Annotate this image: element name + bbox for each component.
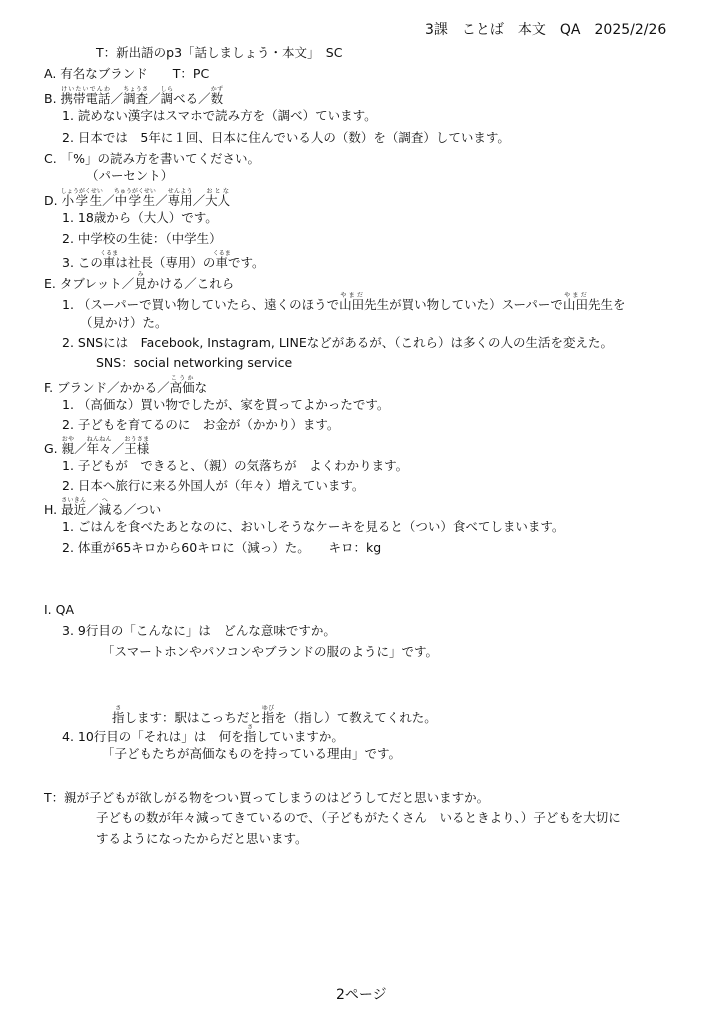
teacher-question: T：親が子どもが欲しがる物をつい買ってしまうのはどうしてだと思いますか。 [44, 790, 490, 805]
vocab-chousa: 調査ちょうさ [123, 86, 149, 106]
page-title: 3課 ことば 本文 QA 2025/2/26 [425, 22, 667, 38]
section-g-item-1: 1. 子どもが できると、（親）の気落ちが よくわかります。 [62, 458, 409, 473]
qa-note-sashimasu: 指さします：駅はこっちだと指ゆびを（指し）て教えてくれた。 [112, 705, 437, 725]
teacher-answer-line-1: 子どもの数が年々減ってきているので、（子どもがたくさん いるときより、）子どもを大切に [96, 810, 621, 825]
vocab-kazu: 数かず [210, 86, 224, 106]
section-h-heading: H. 最近さいきん／減へる／つい [44, 497, 162, 517]
vocab-shiraberu: 調しら [160, 86, 174, 106]
section-c-heading: C. 「%」の読み方を書いてください。 [44, 151, 261, 166]
vocab-otona: 大人おとな [205, 188, 231, 208]
section-f-heading: F. ブランド／かかる／高価こうかな [44, 375, 208, 395]
subtitle: T：新出語のp3「話しましょう・本文」 SC [96, 45, 343, 60]
section-b-prefix: B. [44, 91, 61, 106]
vocab-chuugakusei: 中学生ちゅうがくせい [113, 188, 156, 208]
section-c-answer: （パーセント） [86, 168, 174, 183]
section-b-heading: B. 携帯電話けいたいでんわ／調査ちょうさ／調しらべる／数かず [44, 86, 224, 106]
section-b-item-1: 1. 読めない漢字はスマホで読み方を（調べ）ています。 [62, 108, 377, 123]
section-d-item-3: 3. この車くるまは社長（専用）の車くるまです。 [62, 250, 265, 270]
section-e-item-1: 1. （スーパーで買い物していたら、遠くのほうで山田やまだ先生が買い物していた）スーパーで山田やまだ先生を [62, 292, 626, 312]
section-h-item-2: 2. 体重が65キロから60キロに（減っ）た。 キロ：kg [62, 540, 382, 555]
section-d-item-1: 1. 18歳から（大人）です。 [62, 210, 218, 225]
qa-answer-3: 「スマートホンやパソコンやブランドの服のように」です。 [102, 644, 439, 659]
section-b-item-2: 2. 日本では 5年に１回、日本に住んでいる人の（数）を（調査）しています。 [62, 130, 510, 145]
qa-answer-4: 「子どもたちが高価なものを持っている理由」です。 [102, 746, 402, 761]
section-e-item-1-cont: （見かけ）た。 [80, 315, 168, 330]
section-g-heading: G. 親おや／年々ねんねん／王様おうさま [44, 436, 150, 456]
section-a-heading: A. 有名なブランド T：PC [44, 66, 210, 81]
section-d-item-2: 2. 中学校の生徒：（中学生） [62, 231, 222, 246]
vocab-senyou: 専用せんよう [167, 188, 193, 208]
section-i-heading: I. QA [44, 602, 75, 617]
vocab-keitaidenwa: 携帯電話けいたいでんわ [60, 86, 111, 106]
qa-question-4: 4. 10行目の「それは」は 何を指さしていますか。 [62, 724, 344, 744]
section-e-note: SNS：social networking service [96, 355, 293, 370]
section-e-item-2: 2. SNSには Facebook, Instagram, LINEなどがあるが、（これら）は多くの人の生活を変えた。 [62, 335, 613, 350]
section-h-item-1: 1. ごはんを食べたあとなのに、おいしそうなケーキを見ると（つい）食べてしまいます。 [62, 519, 565, 534]
section-g-item-2: 2. 日本へ旅行に来る外国人が（年々）増えています。 [62, 478, 365, 493]
section-d-heading: D. 小学生しょうがくせい／中学生ちゅうがくせい／専用せんよう／大人おとな [44, 188, 231, 208]
qa-question-3: 3. 9行目の「こんなに」は どんな意味ですか。 [62, 623, 336, 638]
section-f-item-1: 1. （高価な）買い物でしたが、家を買ってよかったです。 [62, 397, 390, 412]
teacher-answer-line-2: するようになったからだと思います。 [96, 831, 308, 846]
section-f-item-2: 2. 子どもを育てるのに お金が（かかり）ます。 [62, 417, 340, 432]
vocab-shougakusei: 小学生しょうがくせい [60, 188, 103, 208]
page-number: 2ページ [336, 987, 387, 1003]
section-e-heading: E. タブレット／見みかける／これら [44, 271, 235, 291]
